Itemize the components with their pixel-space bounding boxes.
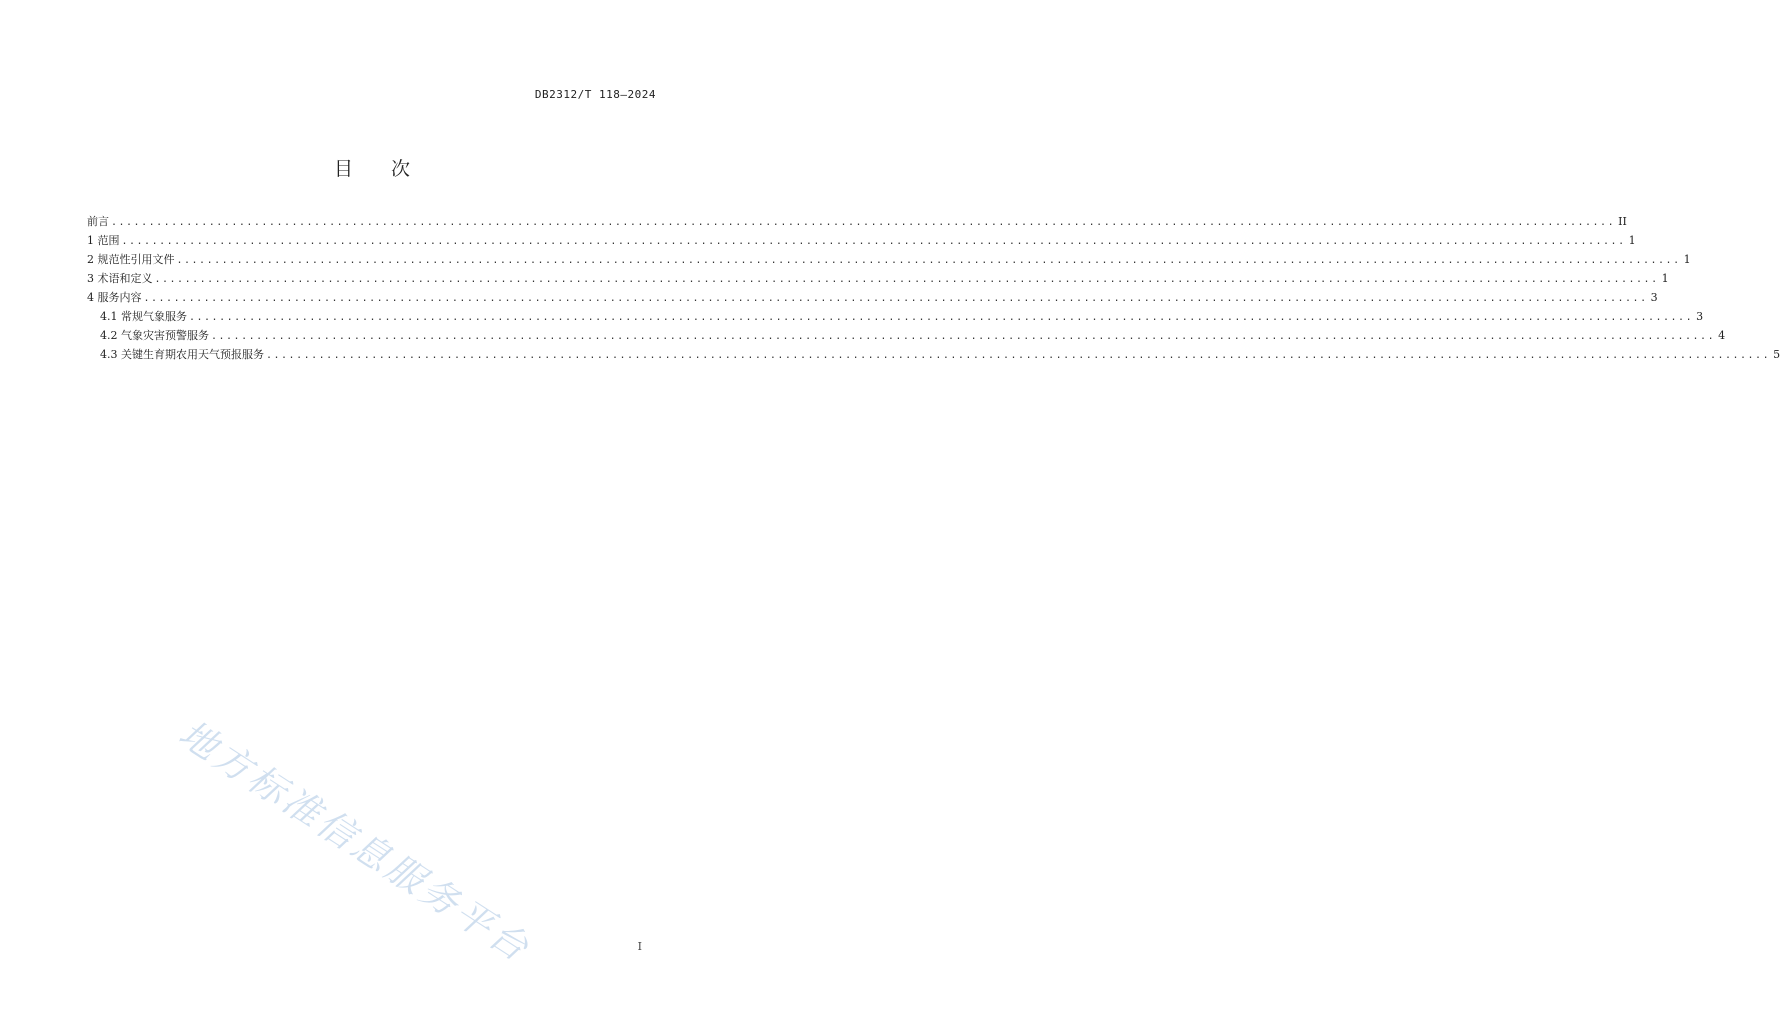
toc-entry-label: 1 范围	[87, 234, 120, 247]
page-number: I	[637, 940, 642, 953]
toc-entry-page: 3	[1650, 291, 1658, 304]
toc-entry-routine-service[interactable]	[87, 308, 1704, 327]
toc-entry-page: II	[1618, 215, 1627, 228]
toc-dot-leader: ........................................................................................................................................................................................................	[154, 274, 1659, 285]
toc-entry-page: 1	[1661, 272, 1669, 285]
toc-entry-page: 4	[1718, 329, 1726, 342]
toc-entry-label: 4.1 常规气象服务	[100, 310, 187, 323]
toc-entry-page: 1	[1683, 253, 1691, 266]
toc-dot-leader: ........................................................................................................................................................................................................	[266, 350, 1771, 361]
toc-entry-disaster-warning[interactable]	[87, 327, 1726, 346]
title-char-2: 次	[391, 158, 411, 180]
toc-entry-label: 前言	[87, 215, 109, 228]
toc-entry-service-content[interactable]	[87, 289, 1658, 308]
toc-entry-label: 4.2 气象灾害预警服务	[100, 329, 209, 342]
toc-entry-scope[interactable]	[87, 232, 1636, 251]
page-title	[0, 154, 744, 181]
toc-dot-leader: ........................................................................................................................................................................................................	[211, 331, 1716, 342]
toc-entry-page: 5	[1773, 348, 1780, 361]
toc-dot-leader: ........................................................................................................................................................................................................	[189, 312, 1694, 323]
toc-entry-label: 2 规范性引用文件	[87, 253, 175, 266]
toc-dot-leader: ........................................................................................................................................................................................................	[143, 293, 1648, 304]
toc-entry-page: 3	[1696, 310, 1704, 323]
watermark: 地方标准信息服务平台	[171, 711, 539, 972]
toc-entry-foreword[interactable]	[87, 213, 1627, 232]
standard-code: DB2312/T 118—2024	[534, 88, 656, 101]
toc-entry-normative-references[interactable]	[87, 251, 1691, 270]
toc-dot-leader: ........................................................................................................................................................................................................	[176, 255, 1681, 266]
toc-dot-leader: ........................................................................................................................................................................................................	[111, 217, 1616, 228]
toc-entry-terms-definitions[interactable]	[87, 270, 1669, 289]
toc-entry-label: 3 术语和定义	[87, 272, 153, 285]
table-of-contents	[87, 213, 1780, 365]
toc-dot-leader: ........................................................................................................................................................................................................	[121, 236, 1626, 247]
toc-entry-label: 4 服务内容	[87, 291, 142, 304]
toc-entry-page: 1	[1628, 234, 1636, 247]
toc-entry-agri-forecast[interactable]	[87, 346, 1780, 365]
title-char-1: 目	[333, 158, 353, 180]
toc-entry-label: 4.3 关键生育期农用天气预报服务	[100, 348, 264, 361]
